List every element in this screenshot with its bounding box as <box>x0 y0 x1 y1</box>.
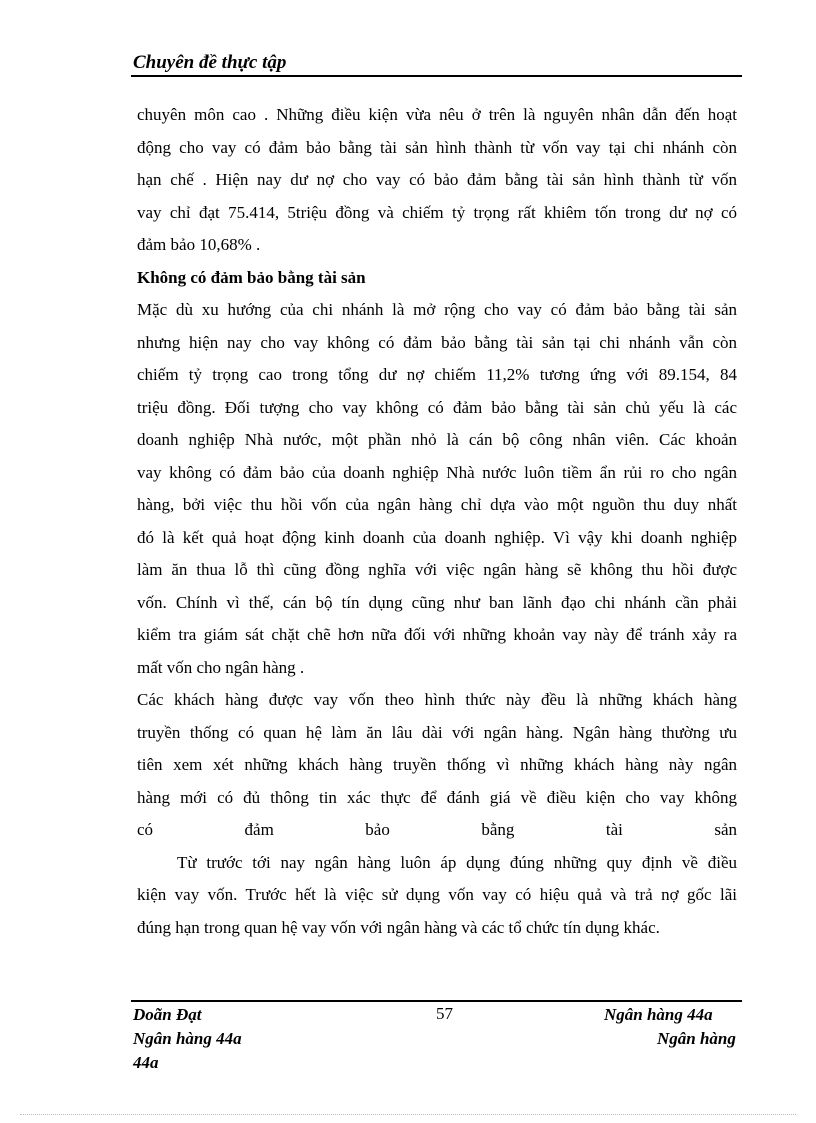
body-line: đảm bảo 10,68% . <box>137 235 261 254</box>
body-line: Các khách hàng được vay vốn theo hình thức này đều là những khách hàng <box>137 690 737 709</box>
body-line: chuyên môn cao . Những điều kiện vừa nêu ở trên là nguyên nhân dẫn đến hoạt <box>137 105 737 124</box>
body-line: chiếm tỷ trọng cao trong tổng dư nợ chiếm 11,2% tương ứng với 89.154, 84 <box>137 365 737 384</box>
body-line: Từ trước tới nay ngân hàng luôn áp dụng đúng những quy định về điều <box>177 852 737 872</box>
body-line: mất vốn cho ngân hàng . <box>137 657 305 677</box>
body-line: vốn. Chính vì thế, cán bộ tín dụng cũng như ban lãnh đạo chi nhánh cần phải <box>137 592 737 612</box>
body-line: doanh nghiệp Nhà nước, một phần nhỏ là cán bộ công nhân viên. Các khoản <box>137 430 737 449</box>
body-line: kiện vay vốn. Trước hết là việc sử dụng vốn vay có hiệu quả và trả nợ gốc lãi <box>137 885 737 904</box>
body-line: hạn chế . Hiện nay dư nợ cho vay có bảo đảm bằng tài sản hình thành từ vốn <box>137 170 737 189</box>
section-heading: Không có đảm bảo bằng tài sản <box>137 267 366 287</box>
footer-left-third: 44a <box>133 1053 159 1072</box>
footer-right-top: Ngân hàng 44a <box>604 1005 713 1024</box>
body-line: nhưng hiện nay cho vay không có đảm bảo bằng tài sản tại chi nhánh vẫn còn <box>137 332 737 352</box>
body-line: truyền thống có quan hệ làm ăn lâu dài với ngân hàng. Ngân hàng thường ưu <box>137 722 737 742</box>
body-line: làm ăn thua lỗ thì cũng đồng nghĩa với việc ngân hàng sẽ không thu hồi được <box>137 560 737 579</box>
body-line: vay chỉ đạt 75.414, 5triệu đồng và chiếm tỷ trọng rất khiêm tốn trong dư nợ có <box>137 202 737 222</box>
body-text <box>137 99 737 944</box>
body-line: đúng hạn trong quan hệ vay vốn với ngân hàng và các tổ chức tín dụng khác. <box>137 917 660 937</box>
header-title: Chuyên đề thực tập <box>133 52 287 73</box>
footer-right-second: Ngân hàng <box>657 1029 736 1048</box>
body-line: Mặc dù xu hướng của chi nhánh là mở rộng cho vay có đảm bảo bằng tài sản <box>137 300 737 319</box>
body-line: triệu đồng. Đối tượng cho vay không có đảm bảo bằng tài sản chủ yếu là các <box>137 397 737 417</box>
page-edge-divider <box>20 1114 796 1115</box>
page-number: 57 <box>436 1004 453 1023</box>
header-divider <box>131 75 742 77</box>
body-line: hàng mới có đủ thông tin xác thực để đánh giá về điều kiện cho vay không <box>137 787 737 807</box>
footer-left-second: Ngân hàng 44a <box>133 1029 242 1048</box>
body-line: kiểm tra giám sát chặt chẽ hơn nữa đối với những khoản vay này để tránh xảy ra <box>137 625 737 644</box>
body-line: vay không có đảm bảo của doanh nghiệp Nhà nước luôn tiềm ẩn rủi ro cho ngân <box>137 462 737 482</box>
body-line: động cho vay có đảm bảo bằng tài sản hình thành từ vốn vay tại chi nhánh còn <box>137 137 737 157</box>
body-line: có đảm bảo bằng tài sản <box>137 820 737 839</box>
body-line: tiên xem xét những khách hàng truyền thống vì những khách hàng này ngân <box>137 755 737 774</box>
footer-divider <box>131 1000 742 1002</box>
body-line: hàng, bởi việc thu hồi vốn của ngân hàng chỉ dựa vào một nguồn thu duy nhất <box>137 495 737 514</box>
footer-author: Doãn Đạt <box>133 1005 202 1024</box>
body-line: đó là kết quả hoạt động kinh doanh của doanh nghiệp. Vì vậy khi doanh nghiệp <box>137 527 737 547</box>
